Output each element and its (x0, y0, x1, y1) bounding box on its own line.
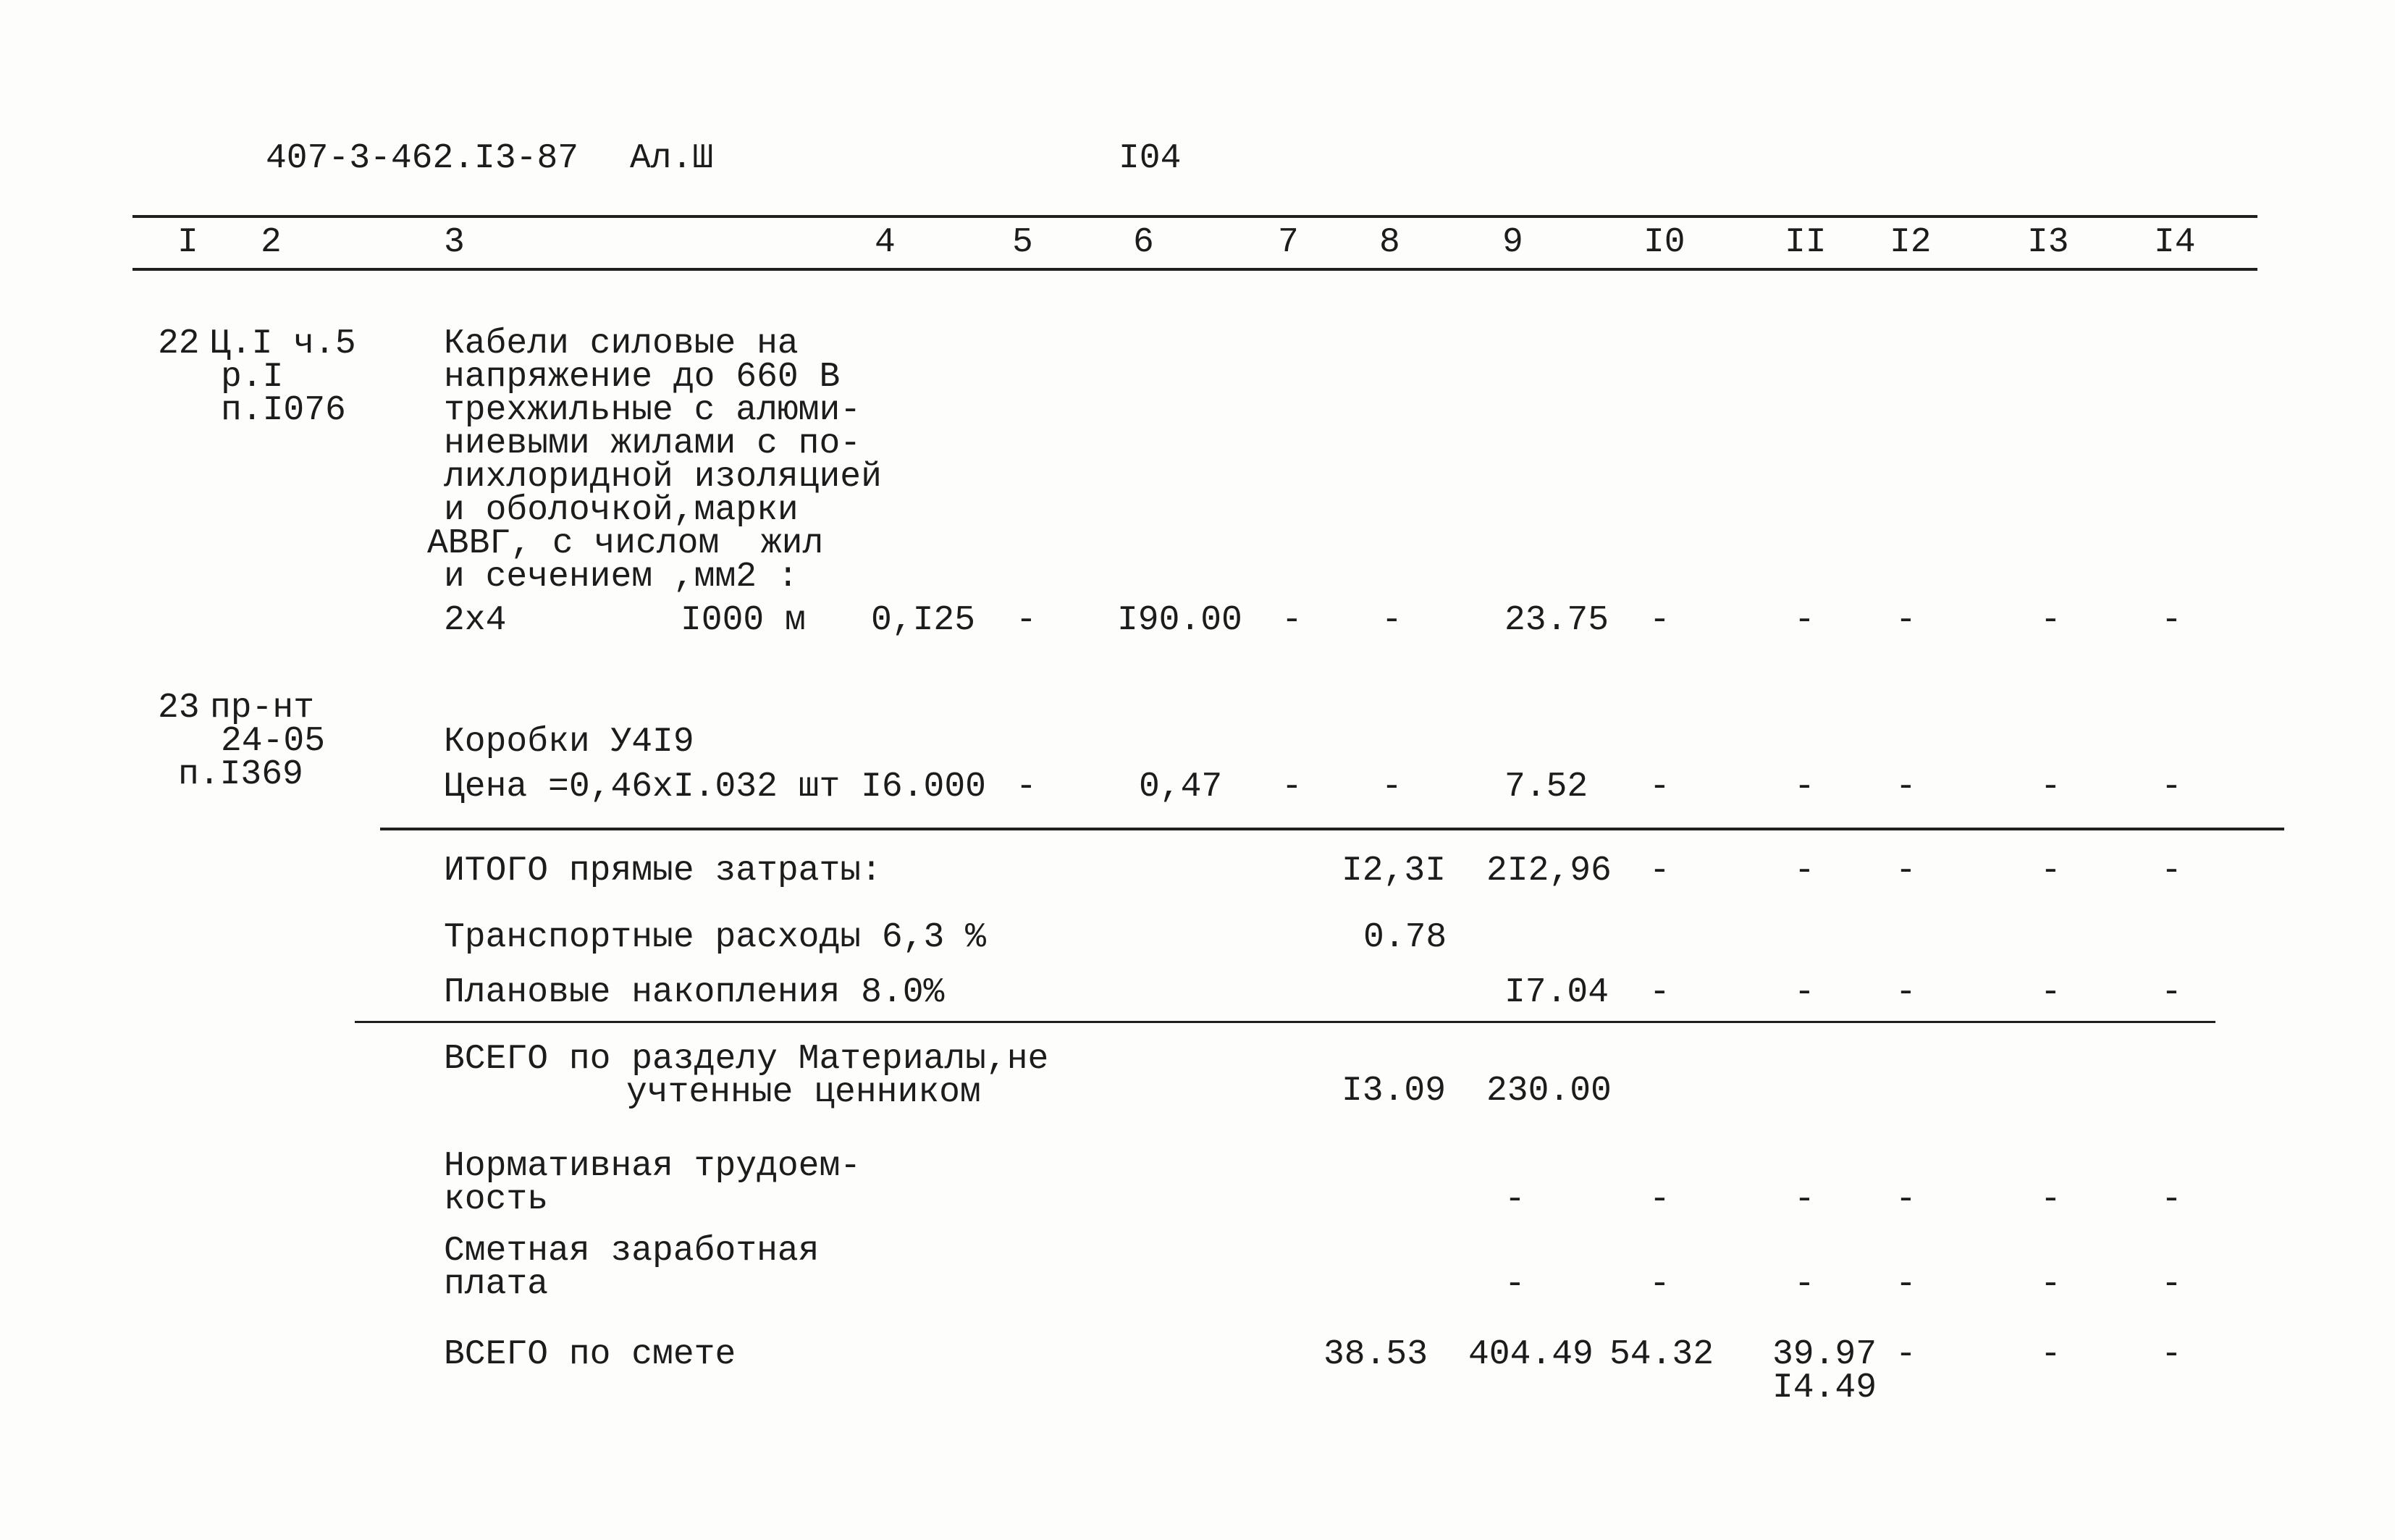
cell-col12: - (1895, 851, 1916, 891)
cell-col4: 0,I25 (871, 601, 976, 640)
cell-col13: - (2040, 851, 2061, 891)
header-bottom-rule (132, 268, 2257, 271)
cell-col8: 0.78 (1363, 918, 1447, 957)
cell-col12: - (1895, 1180, 1916, 1219)
totals-rule (380, 828, 2284, 830)
row-label-line-2: плата (444, 1265, 549, 1304)
cell-col7: - (1281, 767, 1302, 807)
col-header-3: 3 (444, 223, 465, 262)
cell-col5: - (1016, 601, 1037, 640)
row-ref-line-1: Ц.I ч.5 (210, 324, 356, 363)
col-header-11: II (1785, 223, 1827, 262)
row-desc-line: АВВГ, с числом жил (427, 524, 824, 563)
row-label-line-2: кость (444, 1180, 549, 1219)
section-rule (355, 1021, 2215, 1023)
row-label: Плановые накопления 8.0% (444, 973, 945, 1012)
cell-col14: - (2161, 973, 2182, 1012)
cell-col9: I7.04 (1504, 973, 1609, 1012)
row-desc-line: ниевыми жилами с по- (444, 424, 862, 463)
row-desc-line: напряжение до 660 В (444, 358, 841, 397)
cell-col12: - (1895, 601, 1916, 640)
row-label-line-1: Нормативная трудоем- (444, 1147, 862, 1186)
cell-col9: 23.75 (1504, 601, 1609, 640)
row-desc-line: и оболочкой,марки (444, 491, 799, 530)
col-header-14: I4 (2154, 223, 2196, 262)
row-number: 22 (158, 324, 200, 363)
cell-col6: 0,47 (1139, 767, 1223, 807)
cell-col9: 7.52 (1504, 767, 1588, 807)
cell-col13: - (2040, 1265, 2061, 1304)
cell-col9: 230.00 (1486, 1072, 1612, 1111)
cell-col11: - (1794, 601, 1815, 640)
row-ref-line-1: пр-нт (210, 689, 315, 728)
cell-col12: - (1895, 1265, 1916, 1304)
cell-col10: - (1649, 1180, 1670, 1219)
cell-col8: - (1381, 601, 1402, 640)
cell-col14: - (2161, 601, 2182, 640)
cell-col13: - (2040, 767, 2061, 807)
row-desc-line: лихлоридной изоляцией (444, 458, 882, 497)
cell-col13: - (2040, 601, 2061, 640)
cell-col7: - (1281, 601, 1302, 640)
cell-col13: - (2040, 973, 2061, 1012)
cell-col9: 2I2,96 (1486, 851, 1612, 891)
cell-col9: 404.49 (1468, 1335, 1594, 1374)
row-ref-line-3: п.I076 (221, 391, 346, 430)
col-header-10: I0 (1643, 223, 1685, 262)
row-label: Транспортные расходы 6,3 % (444, 918, 986, 957)
row-desc-line: Кабели силовые на (444, 324, 799, 363)
col-header-1: I (177, 223, 198, 262)
cell-col11: - (1794, 973, 1815, 1012)
cell-col11: - (1794, 1265, 1815, 1304)
cell-col8: I2,3I (1342, 851, 1447, 891)
row-label: ВСЕГО по смете (444, 1335, 736, 1374)
row-desc-line: и сечением ,мм2 : (444, 557, 799, 597)
cell-col5: - (1016, 767, 1037, 807)
row-label-line-1: ВСЕГО по разделу Материалы,не (444, 1040, 1049, 1079)
cell-col10: - (1649, 1265, 1670, 1304)
row-desc-line: трехжильные с алюми- (444, 391, 862, 430)
unit: I000 м (681, 601, 806, 640)
cell-col11-line-1: 39.97 (1772, 1335, 1877, 1374)
col-header-6: 6 (1133, 223, 1154, 262)
row-number: 23 (158, 689, 200, 728)
cell-col11-line-2: I4.49 (1772, 1368, 1877, 1408)
row-ref-line-3: п.I369 (178, 755, 303, 794)
row-desc-line: Цена =0,46хI.032 шт I6.000 (444, 767, 986, 807)
cell-col8: - (1381, 767, 1402, 807)
cell-col14: - (2161, 1265, 2182, 1304)
cable-size: 2x4 (444, 601, 507, 640)
row-desc-line: Коробки У4I9 (444, 723, 694, 762)
cell-col10: - (1649, 601, 1670, 640)
row-ref-line-2: 24-05 (221, 722, 326, 761)
cell-col9: - (1504, 1265, 1525, 1304)
cell-col11: - (1794, 851, 1815, 891)
col-header-2: 2 (261, 223, 282, 262)
cell-col12: - (1895, 973, 1916, 1012)
cell-col10: - (1649, 767, 1670, 807)
cell-col14: - (2161, 1335, 2182, 1374)
row-ref-line-2: р.I (221, 358, 284, 397)
cell-col14: - (2161, 1180, 2182, 1219)
cell-col6: I90.00 (1117, 601, 1242, 640)
cell-col10: - (1649, 851, 1670, 891)
col-header-8: 8 (1379, 223, 1400, 262)
cell-col12: - (1895, 1335, 1916, 1374)
cell-col8: 38.53 (1323, 1335, 1428, 1374)
col-header-5: 5 (1012, 223, 1033, 262)
row-label-line-1: Сметная заработная (444, 1232, 820, 1271)
header-top-rule (132, 215, 2257, 218)
row-label: ИТОГО прямые затраты: (444, 851, 882, 891)
cell-col13: - (2040, 1335, 2061, 1374)
cell-col10: - (1649, 973, 1670, 1012)
doc-code: 407-3-462.I3-87 (266, 139, 579, 178)
sheet-label: Ал.Ш (630, 139, 714, 178)
cell-col11: - (1794, 767, 1815, 807)
col-header-7: 7 (1278, 223, 1299, 262)
col-header-13: I3 (2027, 223, 2069, 262)
cell-col8: I3.09 (1342, 1072, 1447, 1111)
col-header-12: I2 (1890, 223, 1932, 262)
col-header-4: 4 (875, 223, 896, 262)
cell-col13: - (2040, 1180, 2061, 1219)
cell-col14: - (2161, 767, 2182, 807)
row-label-line-2: учтенные ценником (626, 1073, 981, 1112)
cell-col11: - (1794, 1180, 1815, 1219)
cell-col12: - (1895, 767, 1916, 807)
page-number: I04 (1119, 139, 1182, 178)
cell-col10: 54.32 (1609, 1335, 1714, 1374)
col-header-9: 9 (1502, 223, 1523, 262)
cell-col14: - (2161, 851, 2182, 891)
cell-col9: - (1504, 1180, 1525, 1219)
